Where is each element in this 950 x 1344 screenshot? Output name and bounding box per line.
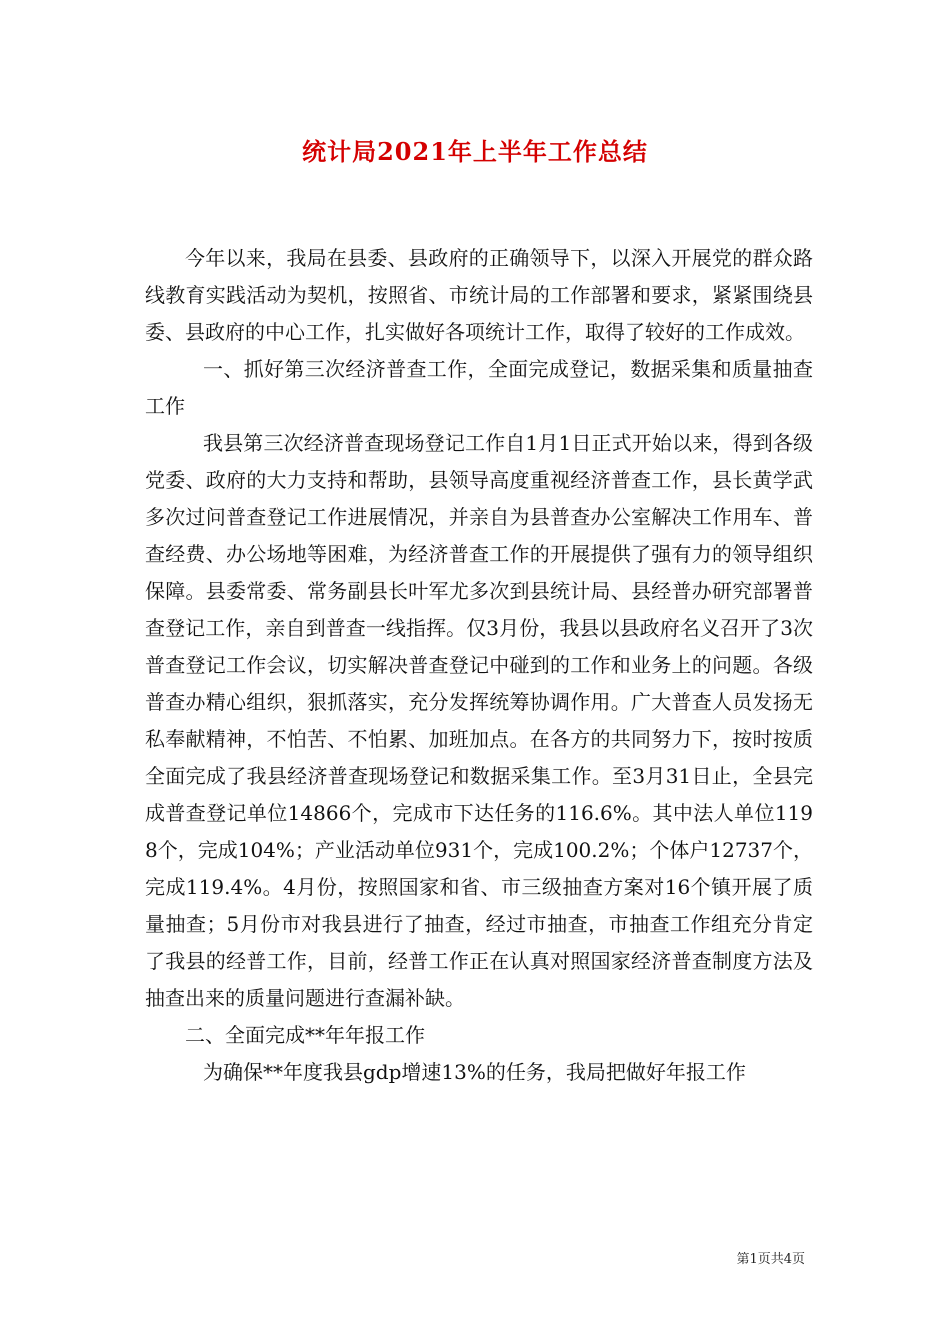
- paragraph-annual-report: 为确保**年度我县gdp增速13%的任务，我局把做好年报工作: [203, 1060, 746, 1084]
- paragraph-economic-census: 我县第三次经济普查现场登记工作自1月1日正式开始以来，得到各级党委、政府的大力支持和帮助，县领导高度重视经济普查工作，县长黄学武多次过问普查登记工作进展情况，并亲自为县普查办公室解决工作用车、普查经费、办公场地等困难，为经济普查工作的开展提供了强有力的领导组织保障。县委常委、常务副县长叶军尤多次到县统计局、县经普办研究部署普查登记工作，亲自到普查一线指挥。仅3月份，我县以县政府名义召开了3次普查登记工作会议，切实解决普查登记中碰到的工作和业务上的问题。各级普查办精心组织，狠抓落实，充分发挥统筹协调作用。广大普查人员发扬无私奉献精神，不怕苦、不怕累、加班加点。在各方的共同努力下，按时按质全面完成了我县经济普查现场登记和数据采集工作。至3月31日止，全县完成普查登记单位14866个，完成市下达任务的116.6%。其中法人单位1198个，完成104%；产业活动单位931个，完成100.2%；个体户12737个，完成119.4%。4月份，按照国家和省、市三级抽查方案对16个镇开展了质量抽查；5月份市对我县进行了抽查，经过市抽查，市抽查工作组充分肯定了我县的经普工作，目前，经普工作正在认真对照国家经济普查制度方法及抽查出来的质量问题进行查漏补缺。: [145, 431, 813, 1010]
- paragraph-intro: 今年以来，我局在县委、县政府的正确领导下，以深入开展党的群众路线教育实践活动为契机，按照省、市统计局的工作部署和要求，紧紧围绕县委、县政府的中心工作，扎实做好各项统计工作，取得了较好的工作成效。: [145, 246, 813, 344]
- page-number: 第1页共4页: [736, 1252, 805, 1267]
- document-body: [145, 240, 813, 1091]
- section-heading-2: 二、全面完成**年年报工作: [185, 1023, 425, 1047]
- document-title: 统计局2021年上半年工作总结: [302, 137, 648, 166]
- section-heading-1: 一、抓好第三次经济普查工作，全面完成登记，数据采集和质量抽查工作: [145, 357, 813, 418]
